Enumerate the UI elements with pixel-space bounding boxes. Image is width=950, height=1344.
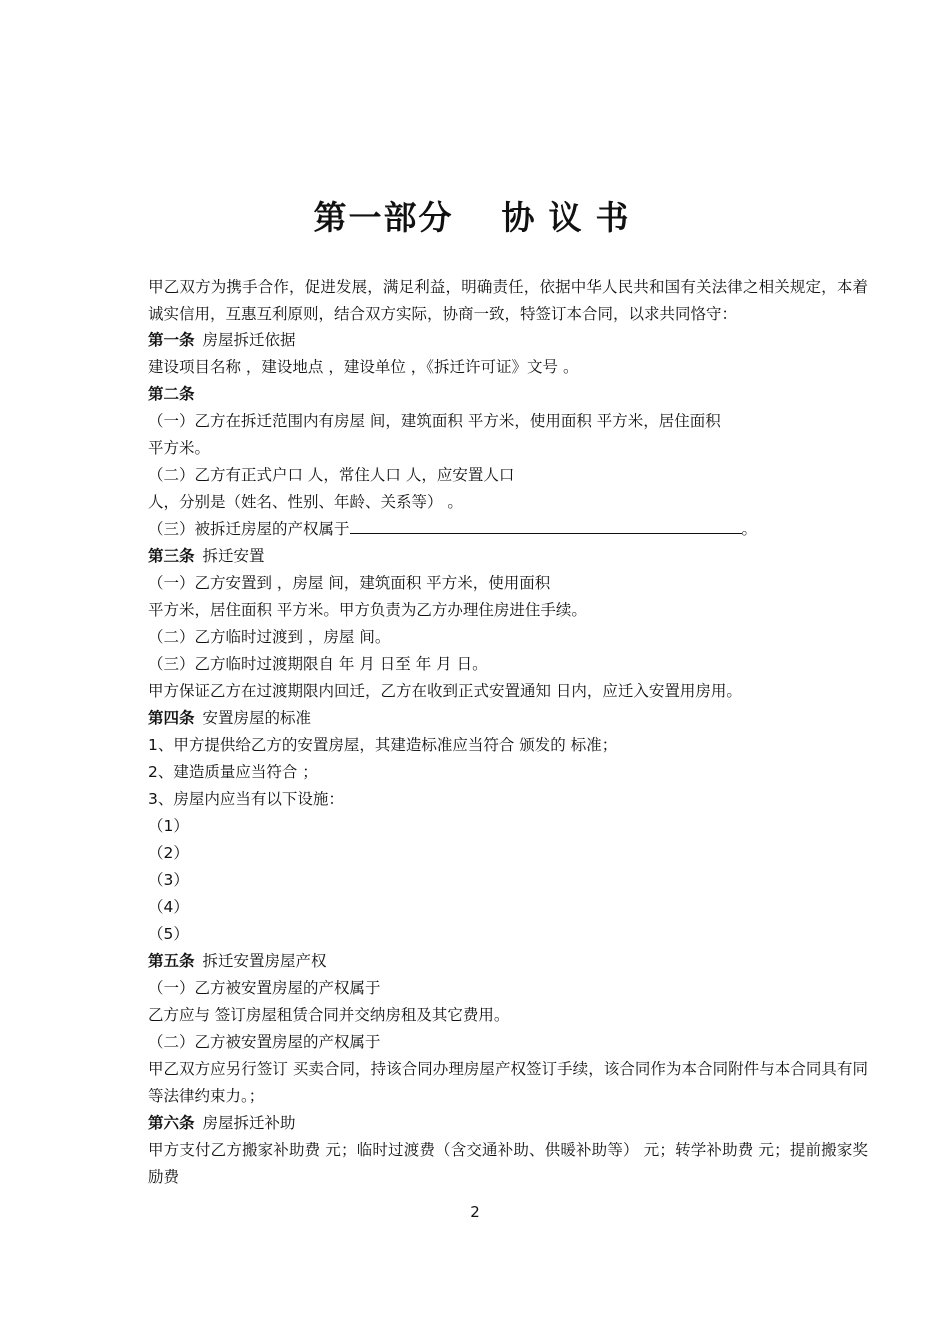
page-number: 2 — [470, 1203, 480, 1221]
article-4-line-2: 2、建造质量应当符合 ； — [148, 763, 318, 781]
article-3-line-2: 平方米，居住面积 平方米。甲方负责为乙方办理住房进住手续。 — [148, 601, 587, 619]
article-3-line-4: （三）乙方临时过渡期限自 年 月 日至 年 月 日。 — [148, 655, 488, 673]
document-title — [0, 192, 950, 239]
list-item: （4） — [148, 898, 189, 916]
article-3-line-3: （二）乙方临时过渡到 ，房屋 间。 — [148, 628, 391, 646]
blank-underline — [350, 519, 742, 534]
article-2-line-2: 平方米。 — [148, 439, 211, 457]
article-5-heading: 第五条 拆迁安置房屋产权 — [148, 952, 327, 970]
list-item: （3） — [148, 871, 189, 889]
article-5-paragraph: 甲乙双方应另行签订 买卖合同，持该合同办理房屋产权签订手续，该合同作为本合同附件与本合同具有同等法律约束力。； — [148, 1060, 868, 1105]
title-part: 第一部分 — [313, 198, 454, 237]
title-name: 协 议 书 — [501, 198, 631, 237]
intro-paragraph: 甲乙双方为携手合作，促进发展，满足利益，明确责任，依据中华人民共和国有关法律之相关规定，本着诚实信用，互惠互利原则，结合双方实际，协商一致，特签订本合同，以求共同恪守： — [148, 278, 868, 323]
article-4-line-3: 3、房屋内应当有以下设施： — [148, 790, 344, 808]
list-item: （1） — [148, 817, 189, 835]
article-2-heading: 第二条 — [148, 385, 195, 403]
article-4-heading: 第四条 安置房屋的标准 — [148, 709, 312, 727]
article-2-line-3: （二）乙方有正式户口 人，常住人口 人，应安置人口 — [148, 466, 515, 484]
article-2-line-1: （一）乙方在拆迁范围内有房屋 间，建筑面积 平方米，使用面积 平方米，居住面积 — [148, 412, 721, 430]
article-6-heading: 第六条 房屋拆迁补助 — [148, 1114, 296, 1132]
article-5-line-2: 乙方应与 签订房屋租赁合同并交纳房租及其它费用。 — [148, 1006, 510, 1024]
article-1-heading: 第一条 房屋拆迁依据 — [148, 331, 296, 349]
list-item: （2） — [148, 844, 189, 862]
article-1-line: 建设项目名称 ，建设地点 ，建设单位 ，《拆迁许可证》文号 。 — [148, 358, 579, 376]
article-4-line-1: 1、甲方提供给乙方的安置房屋，其建造标准应当符合 颁发的 标准； — [148, 736, 618, 754]
article-5-line-1: （一）乙方被安置房屋的产权属于 — [148, 979, 381, 997]
article-3-line-5: 甲方保证乙方在过渡期限内回迁，乙方在收到正式安置通知 日内，应迁入安置用房用。 — [148, 682, 742, 700]
list-item: （5） — [148, 925, 189, 943]
article-2-line-5: （三）被拆迁房屋的产权属于 。 — [148, 520, 758, 538]
article-2-line-4: 人，分别是（姓名、性别、年龄、关系等） 。 — [148, 493, 463, 511]
article-3-line-1: （一）乙方安置到 ，房屋 间，建筑面积 平方米，使用面积 — [148, 574, 551, 592]
article-3-heading: 第三条 拆迁安置 — [148, 547, 265, 565]
article-5-line-3: （二）乙方被安置房屋的产权属于 — [148, 1033, 381, 1051]
article-6-paragraph: 甲方支付乙方搬家补助费 元；临时过渡费（含交通补助、供暖补助等） 元；转学补助费 元；提前搬家奖励费 — [148, 1141, 868, 1186]
